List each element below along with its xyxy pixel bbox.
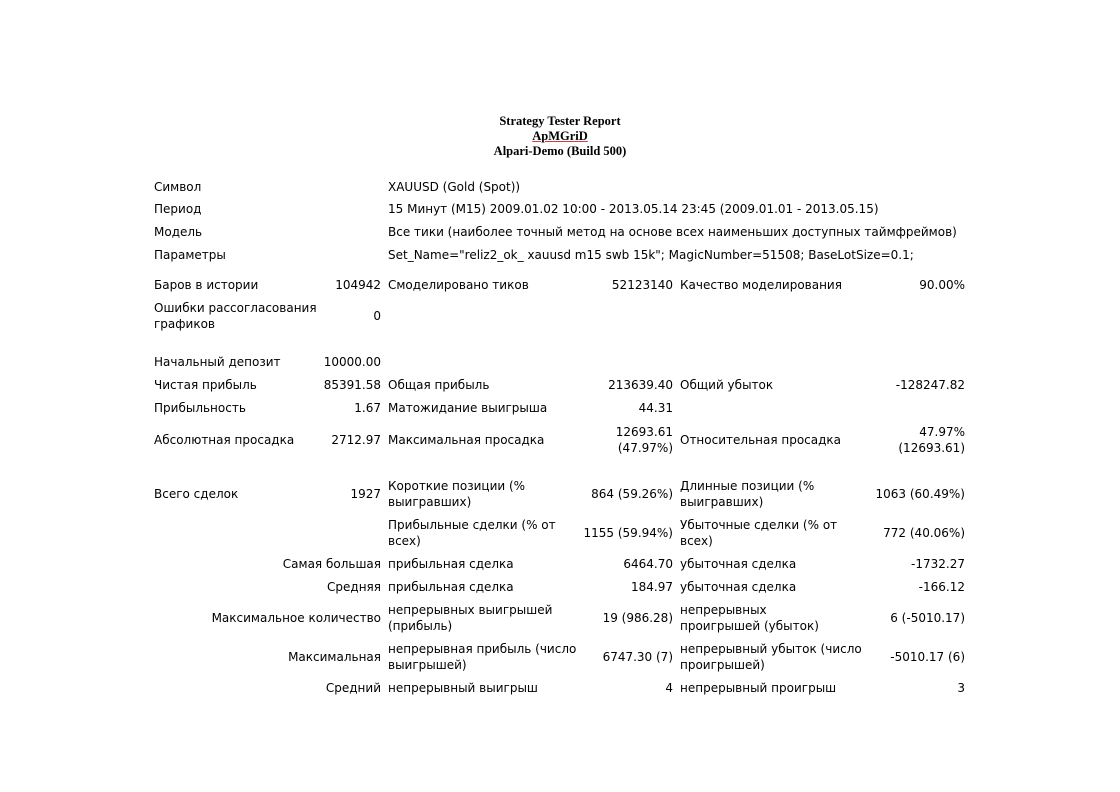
expert-name: ApMGriD: [532, 129, 588, 143]
gross-loss-value: -128247.82: [895, 378, 965, 392]
bars-label: Баров в истории: [154, 278, 259, 292]
average-label: Средняя: [327, 580, 381, 594]
profit-trades-label: Прибыльные сделки (% от всех): [388, 518, 556, 548]
loss-trades-value: 772 (40.06%): [883, 526, 965, 540]
report-header: [0, 114, 1120, 159]
net-profit-label: Чистая прибыль: [154, 378, 257, 392]
avg-cons-profit-value: 4: [665, 681, 673, 695]
largest-loss-value: -1732.27: [911, 557, 965, 571]
expected-payoff-value: 44.31: [638, 401, 673, 415]
largest-loss-label: убыточная сделка: [680, 557, 797, 571]
max-count-label: Максимальное количество: [211, 611, 381, 625]
maximal-loss-label: непрерывный убыток (число проигрышей): [680, 642, 862, 672]
max-drawdown-value: 12693.61 (47.97%): [615, 425, 673, 455]
gross-profit-label: Общая прибыль: [388, 378, 490, 392]
max-drawdown-label: Максимальная просадка: [388, 433, 545, 447]
short-pos-value: 864 (59.26%): [591, 487, 673, 501]
long-pos-label: Длинные позиции (% выигравших): [680, 479, 815, 509]
gross-profit-value: 213639.40: [608, 378, 673, 392]
model-value: Все тики (наиболее точный метод на основе всех наименьших доступных таймфреймов): [388, 225, 957, 239]
deposit-value: 10000.00: [323, 355, 381, 369]
max-count-loss-label: непрерывных проигрышей (убыток): [680, 603, 819, 633]
max-count-profit-value: 19 (986.28): [602, 611, 673, 625]
maximal-label: Максимальная: [288, 650, 381, 664]
quality-label: Качество моделирования: [680, 278, 842, 292]
avg-cons-loss-label: непрерывный проигрыш: [680, 681, 837, 695]
abs-drawdown-label: Абсолютная просадка: [154, 433, 295, 447]
average-loss-label: убыточная сделка: [680, 580, 797, 594]
report-title: Strategy Tester Report: [499, 114, 621, 128]
server-build: Alpari-Demo (Build 500): [493, 144, 627, 158]
average-profit-label: прибыльная сделка: [388, 580, 514, 594]
model-label: Модель: [154, 225, 203, 239]
mismatch-value: 0: [373, 309, 381, 323]
rel-drawdown-label: Относительная просадка: [680, 433, 842, 447]
period-value: 15 Минут (M15) 2009.01.02 10:00 - 2013.05.14 23:45 (2009.01.01 - 2013.05.15): [388, 202, 879, 216]
loss-trades-label: Убыточные сделки (% от всех): [680, 518, 838, 548]
quality-value: 90.00%: [919, 278, 965, 292]
average-loss-value: -166.12: [918, 580, 965, 594]
symbol-label: Символ: [154, 180, 202, 194]
expected-payoff-label: Матожидание выигрыша: [388, 401, 548, 415]
avg-cons-loss-value: 3: [957, 681, 965, 695]
long-pos-value: 1063 (60.49%): [875, 487, 965, 501]
maximal-loss-value: -5010.17 (6): [890, 650, 965, 664]
period-label: Период: [154, 202, 202, 216]
bars-value: 104942: [335, 278, 381, 292]
largest-profit-label: прибыльная сделка: [388, 557, 514, 571]
avg-cons-profit-label: непрерывный выигрыш: [388, 681, 538, 695]
max-count-loss-value: 6 (-5010.17): [890, 611, 965, 625]
average-profit-value: 184.97: [631, 580, 673, 594]
avg-cons-label: Средний: [325, 681, 381, 695]
gross-loss-label: Общий убыток: [680, 378, 774, 392]
profit-factor-value: 1.67: [354, 401, 381, 415]
ticks-value: 52123140: [611, 278, 673, 292]
params-value: Set_Name="reliz2_ok_ xauusd m15 swb 15k"; MagicNumber=51508; BaseLotSize=0.1;: [388, 248, 914, 262]
mismatch-label: Ошибки рассогласования графиков: [154, 301, 317, 331]
largest-label: Самая большая: [282, 557, 381, 571]
deposit-label: Начальный депозит: [154, 355, 281, 369]
maximal-profit-label: непрерывная прибыль (число выигрышей): [388, 642, 577, 672]
rel-drawdown-value: 47.97% (12693.61): [898, 425, 965, 455]
profit-trades-value: 1155 (59.94%): [583, 526, 673, 540]
total-trades-value: 1927: [350, 487, 381, 501]
params-label: Параметры: [154, 248, 226, 262]
maximal-profit-value: 6747.30 (7): [602, 650, 673, 664]
ticks-label: Смоделировано тиков: [388, 278, 529, 292]
abs-drawdown-value: 2712.97: [331, 433, 381, 447]
short-pos-label: Короткие позиции (% выигравших): [388, 479, 526, 509]
profit-factor-label: Прибыльность: [154, 401, 246, 415]
symbol-value: XAUUSD (Gold (Spot)): [388, 180, 521, 194]
max-count-profit-label: непрерывных выигрышей (прибыль): [388, 603, 553, 633]
total-trades-label: Всего сделок: [154, 487, 239, 501]
net-profit-value: 85391.58: [323, 378, 381, 392]
largest-profit-value: 6464.70: [623, 557, 673, 571]
